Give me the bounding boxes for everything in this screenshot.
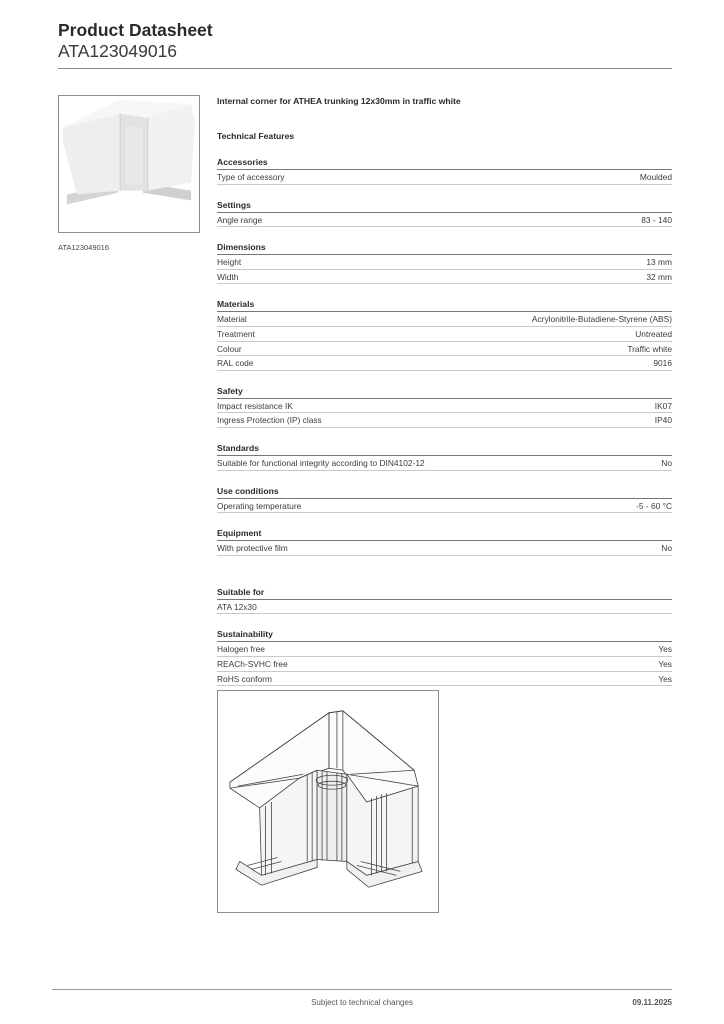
section-title: Use conditions <box>217 485 672 499</box>
feature-label: Type of accessory <box>217 172 285 182</box>
feature-value: Yes <box>658 658 672 669</box>
product-reference: ATA123049016 <box>58 41 178 61</box>
photo-caption: ATA123049016 <box>58 243 110 252</box>
feature-label: Width <box>217 271 239 282</box>
header-divider <box>58 68 672 69</box>
feature-section <box>217 586 672 615</box>
feature-row <box>217 672 672 687</box>
section-title: Suitable for <box>217 586 672 600</box>
section-title: Safety <box>217 385 672 399</box>
section-title: Materials <box>217 298 672 312</box>
feature-row <box>217 600 672 615</box>
page-header <box>58 20 213 61</box>
feature-section <box>217 485 672 514</box>
feature-label: Operating temperature <box>217 500 302 511</box>
product-photo-image <box>59 96 199 232</box>
product-description: Internal corner for ATHEA trunking 12x30mm in traffic white <box>217 96 461 106</box>
feature-row <box>217 657 672 672</box>
feature-row <box>217 342 672 357</box>
footer-date: 09.11.2025 <box>632 998 672 1007</box>
feature-label: ATA 12x30 <box>217 601 257 612</box>
feature-label: Halogen free <box>217 644 265 655</box>
section-title: Standards <box>217 442 672 456</box>
feature-row <box>217 312 672 327</box>
feature-value: 32 mm <box>646 271 672 282</box>
feature-section <box>217 527 672 556</box>
feature-value: Moulded <box>639 172 672 182</box>
feature-label: Suitable for functional integrity according to DIN4102-12 <box>217 457 425 468</box>
feature-row <box>217 270 672 285</box>
feature-value: Yes <box>658 644 672 655</box>
feature-row <box>217 327 672 342</box>
feature-row <box>217 456 672 471</box>
feature-section <box>217 385 672 428</box>
feature-value: 13 mm <box>646 257 672 268</box>
feature-section <box>217 298 672 370</box>
feature-section <box>217 241 672 284</box>
feature-label: With protective film <box>217 543 288 554</box>
technical-features-title: Technical Features <box>217 131 295 141</box>
feature-label: RAL code <box>217 358 254 369</box>
feature-row <box>217 642 672 657</box>
feature-label: Angle range <box>217 214 263 225</box>
feature-value: 9016 <box>653 358 672 369</box>
feature-row <box>217 413 672 428</box>
section-title: Accessories <box>217 156 672 170</box>
feature-row <box>217 499 672 514</box>
feature-row <box>217 541 672 556</box>
technical-drawing <box>217 690 439 913</box>
feature-value: Yes <box>658 673 672 684</box>
feature-value: Traffic white <box>627 343 672 354</box>
feature-label: Ingress Protection (IP) class <box>217 415 322 426</box>
feature-section <box>217 199 672 228</box>
feature-value: IP40 <box>654 415 672 426</box>
page-title: Product Datasheet <box>58 20 213 40</box>
datasheet-content <box>217 95 672 718</box>
feature-section <box>217 156 672 185</box>
feature-section <box>217 628 672 686</box>
feature-label: Material <box>217 314 247 325</box>
feature-value: Acrylonitrile-Butadiene-Styrene (ABS) <box>531 314 672 325</box>
footer-note: Subject to technical changes <box>311 998 413 1007</box>
feature-label: Impact resistance IK <box>217 400 293 411</box>
feature-value: No <box>661 543 672 554</box>
feature-sections <box>217 156 672 686</box>
section-title: Equipment <box>217 527 672 541</box>
feature-value: -5 - 60 °C <box>636 500 672 511</box>
feature-label: Colour <box>217 343 242 354</box>
feature-label: Height <box>217 257 242 268</box>
section-title: Dimensions <box>217 241 672 255</box>
feature-row <box>217 399 672 414</box>
feature-row <box>217 170 672 185</box>
feature-value: No <box>661 457 672 468</box>
section-title: Settings <box>217 199 672 213</box>
feature-label: REACh-SVHC free <box>217 658 288 669</box>
technical-drawing-image <box>218 691 438 912</box>
feature-row <box>217 255 672 270</box>
feature-row <box>217 213 672 228</box>
feature-section <box>217 442 672 471</box>
feature-value: 83 - 140 <box>641 214 672 225</box>
footer-divider <box>52 989 672 990</box>
product-photo <box>58 95 200 233</box>
feature-value: IK07 <box>654 400 672 411</box>
feature-value: Untreated <box>635 328 672 339</box>
feature-row <box>217 356 672 371</box>
section-title: Sustainability <box>217 628 672 642</box>
feature-label: Treatment <box>217 328 255 339</box>
feature-label: RoHS conform <box>217 673 272 684</box>
